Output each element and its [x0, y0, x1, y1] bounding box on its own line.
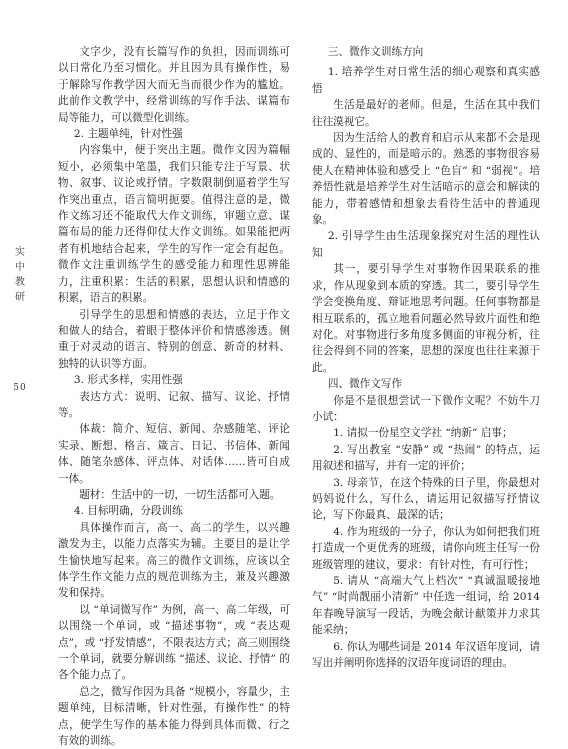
- journal-char: 中: [15, 262, 25, 273]
- left-column: [58, 44, 290, 749]
- journal-char: 研: [15, 292, 25, 303]
- right-column: [312, 44, 540, 671]
- paragraph: 文字少，没有长篇写作的负担，因而训练可以日常化乃至习惯化。并且因为具有操作性，易于解除写作教学因大而无当而很少作为的尴尬。此前作文教学中，经常训练的写作手法、谋篇布局等能力，可以微型化训练。: [58, 46, 290, 124]
- subheading: 4. 目标明确，分段训练: [73, 505, 183, 518]
- task-item: 5. 请从 “高端大气上档次” “真诚温暖接地气” “时尚靓丽小清新” 中任选一组词，给 2014 年春晚导演写一段话，为晚会献计献策并力求其能采纳；: [312, 575, 540, 637]
- paragraph: 引导学生的思想和情感的表达，立足于作文和做人的结合，着眼于整体评价和情感渗透。侧重于对灵动的语言、特别的创意、新奇的材料、独特的认识等方面。: [58, 308, 290, 370]
- section-heading: 四、微作文写作: [327, 378, 403, 391]
- task-item: 6. 你认为哪些词是 2014 年汉语年度词，请写出并阐明你选择的汉语年度词语的理由。: [312, 640, 540, 670]
- task-item: 3. 母亲节，在这个特殊的日子里，你最想对妈妈说什么，写什么，请运用记叙描写抒情议论，写下你最真、最深的话；: [312, 476, 540, 522]
- paragraph: 体裁：简介、短信、新闻、杂感随笔、评论实录、断想、格言、箴言、日记、书信体、新闻体、随笔杂感体、评点体、对话体……皆可自成一体。: [58, 423, 290, 485]
- paragraph: 因为生活给人的教育和启示从来都不会是现成的、显性的，而是暗示的。熟悉的事物很容易使人在精神体验和感受上 “色盲” 和 “弱视”。培养悟性就是培养学生对生活暗示的意会和解读的能力，带着感情和想象去看待生活中的普通现象。: [312, 132, 540, 227]
- paragraph: 内容集中，便于突出主题。微作文因为篇幅短小，必须集中笔墨，我们只能专注于写景、状物、叙事、议论或抒情。字数限制倒逼着学生写作突出重点，语言简明扼要。值得注意的是，微作文练习还不能取代大作文训练，审题立意、谋篇布局的能力还得仰仗大作文训练。如果能把两者有机地结合起来，学生的写作一定会有起色。微作文注重训练学生的感受能力和理性思辨能力，注重积累：生活的积累，思想认识和情感的积累，语言的积累。: [58, 144, 290, 305]
- subheading: 2. 主题单纯，针对性强: [73, 128, 183, 141]
- task-item: 2. 写出教室 “安静” 或 “热闹” 的特点，运用叙述和描写，并有一定的评价；: [312, 443, 540, 473]
- subheading: 3. 形式多样，实用性强: [73, 374, 183, 387]
- subheading: 1. 培养学生对日常生活的细心观察和真实感悟: [312, 66, 540, 95]
- paragraph: 生活是最好的老师。但是，生活在其中我们往往漠视它。: [312, 99, 540, 128]
- task-item: 4. 作为班级的一分子，你认为如何把我们班打造成一个更优秀的班级，请你向班主任写一份班级管理的建议，要求：有针对性，有可行性；: [312, 525, 540, 571]
- journal-char: 实: [15, 247, 25, 258]
- paragraph: 题材：生活中的一切，一切生活都可入题。: [79, 488, 281, 501]
- section-heading: 三、微作文训练方向: [327, 46, 424, 58]
- task-item: 1. 请拟一份星空文学社 “纳新” 启事；: [333, 427, 513, 440]
- paragraph: 表达方式：说明、记叙、描写、议论、抒情等。: [58, 390, 290, 419]
- page-number: 50: [13, 383, 27, 393]
- paragraph: 你是不是很想尝试一下微作文呢？不妨牛刀小试：: [312, 394, 540, 423]
- paragraph: 总之，微写作因为具备 “规模小，容量少，主题单纯，目标清晰，针对性强，有操作性” 的特点，使学生写作的基本能力得到具体而微、行之有效的训练。: [58, 685, 290, 748]
- paragraph: 以 “单词微写作” 为例，高一、高二年级，可以围绕一个单词，或 “描述事物”，或 “表达观点”，或 “抒发情感”，不限表达方式；高三则围绕一个单词，就要分解训练 “描述、议论、抒情” 的各个能力点了。: [58, 603, 290, 682]
- paragraph: 具体操作而言，高一、高二的学生，以兴趣激发为主，以能力点落实为辅。主要目的是让学生愉快地写起来。高三的微作文训练，应该以全体学生作文能力点的规范训练为主，兼及兴趣激发和保持。: [58, 521, 290, 600]
- journal-char: 教: [15, 277, 25, 288]
- paragraph: 其一，要引导学生对事物作因果联系的推求，作从现象到本质的穿透。其二，要引导学生学会变换角度、辩证地思考问题。任何事物都是相互联系的，孤立地看问题必然导致片面性和绝对化。对事物进行多角度多侧面的审视分析，往往会得到不同的答案，思想的深度也往往来源于此。: [312, 263, 540, 374]
- journal-sidebar: [10, 245, 30, 396]
- subheading: 2. 引导学生由生活现象探究对生活的理性认知: [312, 230, 540, 259]
